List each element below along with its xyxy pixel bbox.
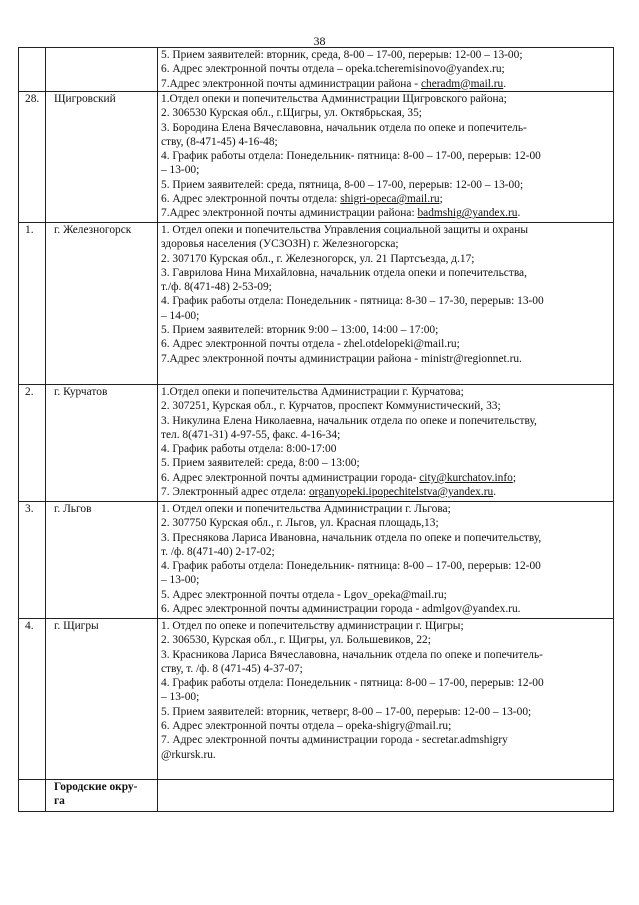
email-link[interactable]: organyopeki.ipopechitelstva@yandex.ru [308, 486, 494, 499]
info-line: 7.Адрес электронной почты администрации района: badmshig@yandex.ru. [161, 207, 521, 220]
info-line: 6. Адрес электронной почты администрации города- city@kurchatov.info; [161, 471, 516, 484]
department-info [158, 780, 614, 812]
info-line: 5. Адрес электронной почты отдела - Lgov_opeka@mail.ru; [161, 588, 447, 601]
department-info [158, 223, 614, 385]
info-line: здоровья населения (УСЗОЗН) г. Железногорска; [161, 238, 399, 251]
info-line: 2. 307170 Курская обл., г. Железногорск, ул. 21 Партсъезда, д.17; [161, 252, 475, 265]
district-name: г. Льгов [46, 502, 158, 619]
info-line: т./ф. 8(471-48) 2-53-09; [161, 281, 272, 294]
email-link[interactable]: badmshig@yandex.ru [417, 207, 518, 220]
info-line: 4. График работы отдела: Понедельник - пятница: 8-30 – 17-30, перерыв: 13-00 [161, 295, 544, 308]
row-number: 3. [19, 502, 46, 619]
info-line: @rkursk.ru. [161, 748, 216, 761]
info-line: 7. Электронный адрес отдела: organyopeki.ipopechitelstva@yandex.ru. [161, 486, 497, 499]
info-line: 3. Никулина Елена Николаевна, начальник отдела по опеке и попечительству, [161, 414, 537, 427]
info-line: ству, (8-471-45) 4-16-48; [161, 135, 278, 148]
info-line: 2. 306530 Курская обл., г.Щигры, ул. Октябрьская, 35; [161, 107, 422, 120]
info-line: 4. График работы отдела: Понедельник - пятница: 8-00 – 17-00, перерыв: 12-00 [161, 677, 544, 690]
info-line: 1. Отдел по опеке и попечительству администрации г. Щигры; [161, 620, 464, 632]
info-line: 4. График работы отдела: Понедельник- пятница: 8-00 – 17-00, перерыв: 12-00 [161, 150, 541, 163]
district-name: г. Щигры [46, 619, 158, 780]
district-name: Городские окру- га [46, 780, 158, 812]
info-line: 2. 306530, Курская обл., г. Щигры, ул. Большевиков, 22; [161, 634, 431, 647]
info-line: 1. Отдел опеки и попечительства Управления социальной защиты и охраны [161, 224, 528, 236]
table-row [19, 502, 614, 619]
info-line: 6. Адрес электронной почты отдела – opeka.tcheremisinovo@yandex.ru; [161, 63, 505, 76]
email-link[interactable]: cheradm@mail.ru [420, 77, 504, 90]
info-line: 5. Прием заявителей: вторник 9:00 – 13:00, 14:00 – 17:00; [161, 324, 439, 337]
info-line: т. /ф. 8(471-40) 2-17-02; [161, 545, 275, 558]
page-number: 38 [313, 34, 326, 48]
table-row [19, 619, 614, 780]
row-number: 28. [19, 92, 46, 223]
info-line: 5. Прием заявителей: вторник, четверг, 8-00 – 17-00, перерыв: 12-00 – 13-00; [161, 705, 532, 718]
info-line: – 13-00; [161, 691, 200, 704]
info-line: 6. Адрес электронной почты отдела - zhel.otdelopeki@mail.ru; [161, 338, 460, 351]
table-row [19, 385, 614, 502]
info-line: 5. Прием заявителей: среда, пятница, 8-00 – 17-00, перерыв: 12-00 – 13-00; [161, 178, 524, 191]
row-number [19, 48, 46, 92]
info-line: тел. 8(471-31) 4-97-55, факс. 4-16-34; [161, 428, 341, 441]
info-line: 7.Адрес электронной почты администрации района - ministr@regionnet.ru. [161, 352, 522, 365]
info-line: 6. Адрес электронной почты администрации города - admlgov@yandex.ru. [161, 603, 521, 616]
district-name: г. Железногорск [46, 223, 158, 385]
department-info [158, 48, 614, 92]
info-line: 4. График работы отдела: Понедельник- пятница: 8-00 – 17-00, перерыв: 12-00 [161, 560, 541, 573]
table-row [19, 48, 614, 92]
info-line: 2. 307251, Курская обл., г. Курчатов, проспект Коммунистический, 33; [161, 400, 501, 413]
info-line: 3. Гаврилова Нина Михайловна, начальник отдела опеки и попечительства, [161, 266, 527, 279]
info-line: 3. Красникова Лариса Вячеславовна, начальник отдела по опеке и попечитель- [161, 648, 543, 661]
district-name: г. Курчатов [46, 385, 158, 502]
info-line: 3. Бородина Елена Вячеславовна, начальник отдела по опеке и попечитель- [161, 121, 527, 134]
email-link[interactable]: city@kurchatov.info [419, 471, 513, 484]
info-line: 6. Адрес электронной почты отдела: shigri-opeca@mail.ru; [161, 193, 443, 206]
info-line: 5. Прием заявителей: вторник, среда, 8-00 – 17-00, перерыв: 12-00 – 13-00; [161, 49, 523, 61]
row-number: 1. [19, 223, 46, 385]
row-number: 2. [19, 385, 46, 502]
table-row [19, 223, 614, 385]
info-line: 1.Отдел опеки и попечительства Администрации Щигровского района; [161, 93, 507, 105]
info-line: 1.Отдел опеки и попечительства Администрации г. Курчатова; [161, 386, 464, 398]
info-line: – 14-00; [161, 309, 200, 322]
info-line: 1. Отдел опеки и попечительства Администрации г. Льгова; [161, 503, 451, 515]
department-info [158, 619, 614, 780]
info-line: – 13-00; [161, 164, 200, 177]
department-info [158, 92, 614, 223]
info-line: 4. График работы отдела: 8:00-17:00 [161, 443, 337, 456]
department-info [158, 385, 614, 502]
table-row [19, 92, 614, 223]
info-line: ству, т. /ф. 8 (471-45) 4-37-07; [161, 662, 303, 675]
info-line: 2. 307750 Курская обл., г. Льгов, ул. Красная площадь,13; [161, 517, 439, 530]
district-name: Щигровский [46, 92, 158, 223]
department-info [158, 502, 614, 619]
info-line: 3. Преснякова Лариса Ивановна, начальник отдела по опеке и попечительству, [161, 531, 542, 544]
info-line: 7.Адрес электронной почты администрации района - cheradm@mail.ru. [161, 77, 507, 90]
info-line: 7. Адрес электронной почты администрации города - secretar.admshigry [161, 734, 508, 747]
row-number [19, 780, 46, 812]
info-line: – 13-00; [161, 574, 200, 587]
contacts-table [18, 47, 614, 812]
table-row [19, 780, 614, 812]
email-link[interactable]: shigri-opeca@mail.ru [340, 193, 440, 206]
district-name [46, 48, 158, 92]
info-line: 6. Адрес электронной почты отдела – opeka-shigry@mail.ru; [161, 720, 452, 733]
row-number: 4. [19, 619, 46, 780]
info-line: 5. Прием заявителей: среда, 8:00 – 13:00; [161, 457, 360, 470]
